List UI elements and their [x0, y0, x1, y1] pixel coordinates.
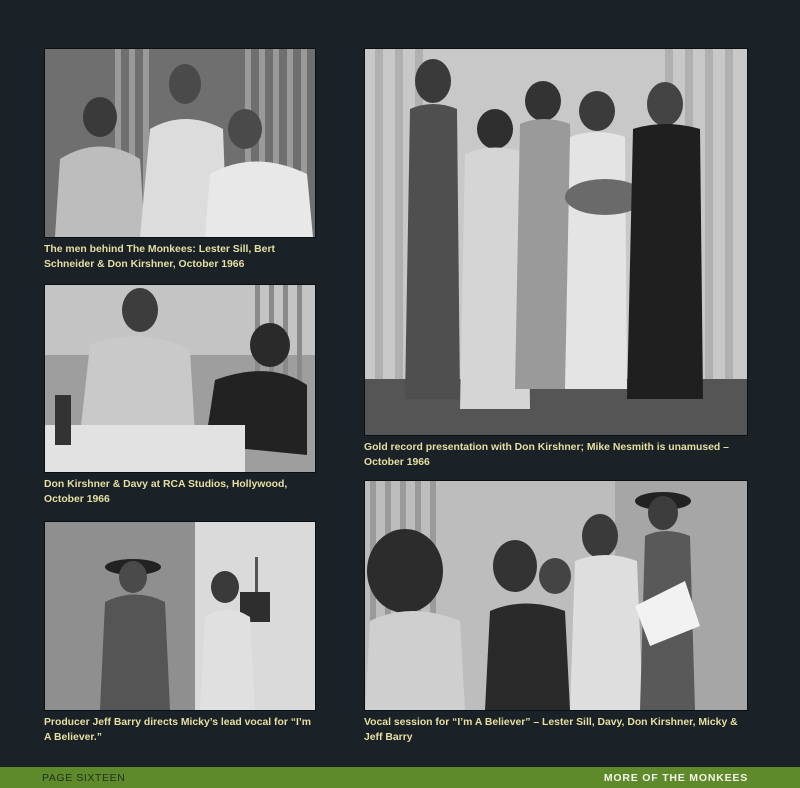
photo-men-behind-monkees	[44, 48, 316, 238]
page-footer	[0, 767, 800, 788]
book-title-label: MORE OF THE MONKEES	[603, 771, 748, 784]
caption-photo-3: Producer Jeff Barry directs Micky’s lead vocal for “I’m A Believer.”	[44, 717, 311, 743]
photo-kirshner-davy-rca	[44, 284, 316, 473]
photo-jeff-barry-micky	[44, 521, 316, 711]
caption-photo-5: Vocal session for “I’m A Believer” – Lester Sill, Davy, Don Kirshner, Micky & Jeff Barry	[364, 717, 738, 743]
photo-vocal-session-believer	[364, 480, 748, 711]
page-number-label: PAGE SIXTEEN	[42, 771, 126, 784]
caption-photo-4: Gold record presentation with Don Kirshner; Mike Nesmith is unamused – October 1966	[364, 442, 729, 468]
caption-photo-1: The men behind The Monkees: Lester Sill, Bert Schneider & Don Kirshner, October 1966	[44, 244, 275, 270]
caption-photo-2: Don Kirshner & Davy at RCA Studios, Hollywood, October 1966	[44, 479, 288, 505]
photo-gold-record-presentation	[364, 48, 748, 436]
